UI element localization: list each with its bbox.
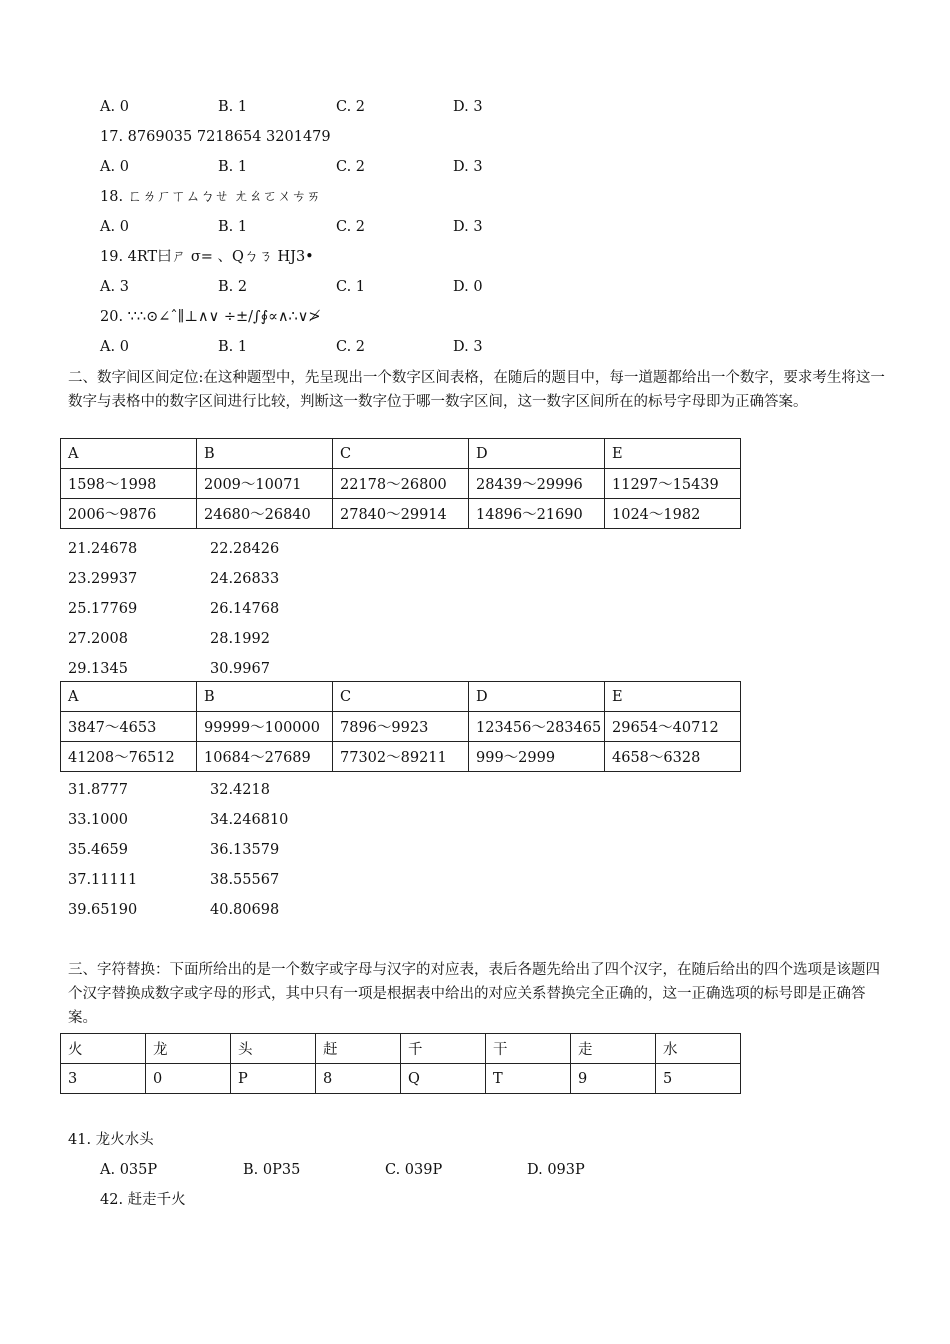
table-row <box>61 742 741 772</box>
question-number: 37.11111 <box>68 872 138 888</box>
table-cell: 火 <box>61 1034 146 1064</box>
question-41: 41. 龙火水头 <box>68 1132 154 1148</box>
list-item <box>68 568 368 590</box>
question-number: 22.28426 <box>210 541 280 557</box>
list-item <box>68 658 368 680</box>
table-cell: 2009～10071 <box>197 469 333 499</box>
option-d: D. 093P <box>527 1162 585 1178</box>
options-row <box>100 276 550 298</box>
substitution-table <box>60 1033 741 1094</box>
question-number: 25.17769 <box>68 601 138 617</box>
question-18: 18. ㄈㄌㄏㄒㄙㄅㄝ ㄤㄠㄛㄨㄘㄞ <box>100 189 321 205</box>
table-cell: A <box>61 682 197 712</box>
table-cell: B <box>197 439 333 469</box>
question-number: 26.14768 <box>210 601 280 617</box>
table-header-row <box>61 1034 741 1064</box>
interval-table-2 <box>60 681 741 772</box>
list-item <box>68 538 368 560</box>
list-item <box>68 809 368 831</box>
table-cell: E <box>605 682 741 712</box>
table-cell: 干 <box>486 1034 571 1064</box>
table-cell: 29654～40712 <box>605 712 741 742</box>
table-cell: E <box>605 439 741 469</box>
table-cell: Q <box>401 1064 486 1094</box>
table-cell: 99999～100000 <box>197 712 333 742</box>
table-cell: 龙 <box>146 1034 231 1064</box>
option-d: D. 3 <box>453 219 483 235</box>
question-number: 28.1992 <box>210 631 270 647</box>
table-cell: 3 <box>61 1064 146 1094</box>
question-number: 35.4659 <box>68 842 128 858</box>
option-a: A. 0 <box>100 339 129 355</box>
option-d: D. 3 <box>453 159 483 175</box>
question-number: 34.246810 <box>210 812 289 828</box>
question-number: 24.26833 <box>210 571 280 587</box>
table-cell: D <box>469 682 605 712</box>
table-cell: 3847～4653 <box>61 712 197 742</box>
table-cell: 水 <box>656 1034 741 1064</box>
section3-intro: 三、字符替换：下面所给出的是一个数字或字母与汉字的对应表，表后各题先给出了四个汉字，在随后给出的四个选项是该题四个汉字替换成数字或字母的形式，其中只有一项是根据表中给出的对应关系替换完全正确的，这一正确选项的标号即是正确答案。 <box>68 962 880 1026</box>
question-19: 19. 4RT曰ㄕ σ= 、Qㄅㄋ HJ3• <box>100 249 314 265</box>
table-cell: D <box>469 439 605 469</box>
list-item <box>68 628 368 650</box>
question-42: 42. 赶走千火 <box>100 1192 186 1208</box>
question-20: 20. ∵∴⊙∠ˆ∥⊥∧∨ ÷±/∫∮∝∧∴∨≯ <box>100 309 321 325</box>
table-cell: T <box>486 1064 571 1094</box>
table-cell: C <box>333 439 469 469</box>
table-cell: A <box>61 439 197 469</box>
option-c: C. 1 <box>336 279 366 295</box>
option-b: B. 1 <box>218 159 248 175</box>
table-cell: 1598～1998 <box>61 469 197 499</box>
table-row <box>61 1064 741 1094</box>
option-a: A. 0 <box>100 219 129 235</box>
question-number: 23.29937 <box>68 571 138 587</box>
table-cell: 2006～9876 <box>61 499 197 529</box>
table-cell: 22178～26800 <box>333 469 469 499</box>
option-a: A. 3 <box>100 279 129 295</box>
list-item <box>68 839 368 861</box>
table-cell: P <box>231 1064 316 1094</box>
option-b: B. 1 <box>218 219 248 235</box>
table-cell: 10684～27689 <box>197 742 333 772</box>
question-number: 39.65190 <box>68 902 138 918</box>
question-number: 30.9967 <box>210 661 270 677</box>
option-d: D. 3 <box>453 99 483 115</box>
table-cell: 9 <box>571 1064 656 1094</box>
question-number: 29.1345 <box>68 661 128 677</box>
interval-table-1 <box>60 438 741 529</box>
table-cell: 7896～9923 <box>333 712 469 742</box>
question-number: 36.13579 <box>210 842 280 858</box>
table-row <box>61 469 741 499</box>
option-c: C. 2 <box>336 159 366 175</box>
table-cell: 24680～26840 <box>197 499 333 529</box>
option-a: A. 0 <box>100 99 129 115</box>
table-cell: 头 <box>231 1034 316 1064</box>
table-cell: 14896～21690 <box>469 499 605 529</box>
question-number: 32.4218 <box>210 782 270 798</box>
table-cell: 28439～29996 <box>469 469 605 499</box>
table-cell: 5 <box>656 1064 741 1094</box>
question-17: 17. 8769035 7218654 3201479 <box>100 129 331 145</box>
table-cell: 77302～89211 <box>333 742 469 772</box>
option-d: D. 3 <box>453 339 483 355</box>
table-cell: 27840～29914 <box>333 499 469 529</box>
section2-intro: 二、数字间区间定位:在这种题型中，先呈现出一个数字区间表格，在随后的题目中，每一道题都给出一个数字，要求考生将这一数字与表格中的数字区间进行比较，判断这一数字位于哪一数字区间，这一数字区间所在的标号字母即为正确答案。 <box>68 370 885 410</box>
option-c: C. 039P <box>385 1162 443 1178</box>
table-header-row <box>61 439 741 469</box>
table-cell: 千 <box>401 1034 486 1064</box>
option-b: B. 0P35 <box>243 1162 301 1178</box>
options-row <box>100 96 550 118</box>
table-cell: 4658～6328 <box>605 742 741 772</box>
options-row <box>100 216 550 238</box>
question-number: 27.2008 <box>68 631 128 647</box>
table-cell: C <box>333 682 469 712</box>
option-b: B. 2 <box>218 279 248 295</box>
table-cell: 走 <box>571 1034 656 1064</box>
table-cell: 123456～283465 <box>469 712 605 742</box>
question-number: 33.1000 <box>68 812 128 828</box>
list-item <box>68 869 368 891</box>
list-item <box>68 598 368 620</box>
list-item <box>68 779 368 801</box>
question-number: 21.24678 <box>68 541 138 557</box>
options-row <box>100 336 550 358</box>
options-row <box>100 156 550 178</box>
option-d: D. 0 <box>453 279 483 295</box>
option-c: C. 2 <box>336 339 366 355</box>
table-cell: 1024～1982 <box>605 499 741 529</box>
question-number: 31.8777 <box>68 782 128 798</box>
option-a: A. 035P <box>100 1162 158 1178</box>
table-cell: 999～2999 <box>469 742 605 772</box>
table-cell: 8 <box>316 1064 401 1094</box>
options-row <box>100 1159 660 1181</box>
table-row <box>61 499 741 529</box>
table-row <box>61 712 741 742</box>
option-a: A. 0 <box>100 159 129 175</box>
question-number: 38.55567 <box>210 872 280 888</box>
table-cell: 0 <box>146 1064 231 1094</box>
option-c: C. 2 <box>336 99 366 115</box>
table-cell: 41208～76512 <box>61 742 197 772</box>
list-item <box>68 899 368 921</box>
table-cell: B <box>197 682 333 712</box>
table-cell: 赶 <box>316 1034 401 1064</box>
option-b: B. 1 <box>218 339 248 355</box>
option-c: C. 2 <box>336 219 366 235</box>
table-cell: 11297～15439 <box>605 469 741 499</box>
table-header-row <box>61 682 741 712</box>
option-b: B. 1 <box>218 99 248 115</box>
question-number: 40.80698 <box>210 902 280 918</box>
